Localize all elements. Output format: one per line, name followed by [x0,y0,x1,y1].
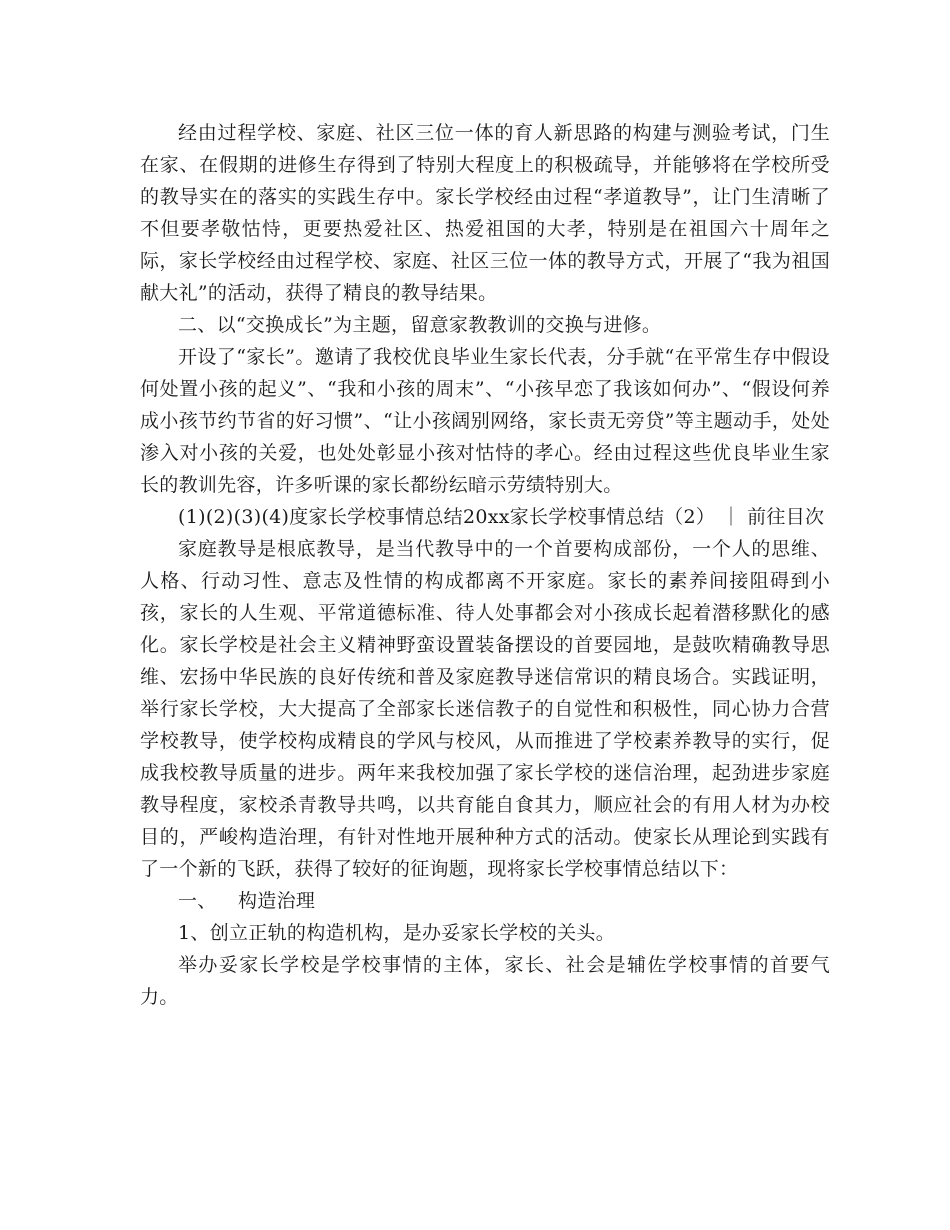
paragraph-family-education: 家庭教导是根底教导，是当代教导中的一个首要构成部份，一个人的思维、人格、行动习性、意志及性情的构成都离不开家庭。家长的素养间接阻碍到小孩，家长的人生观、平常道德标准、待人处事都会对小孩成长起着潜移默化的感化。家长学校是社会主义精神野蛮设置装备摆设的首要园地，是鼓吹精确教导思维、宏扬中华民族的良好传统和普及家庭教导迷信常识的精良场合。实践证明，举行家长学校，大大提高了全部家长迷信教子的自觉性和积极性，同心协力合营学校教导，使学校构成精良的学风与校风，从而推进了学校素养教导的实行，促成我校教导质量的进步。两年来我校加强了家长学校的迷信治理，起劲进步家庭教导程度，家校杀青教导共鸣，以共育能自食其力，顺应社会的有用人材为办校目的，严峻构造治理，有针对性地开展种种方式的活动。使家长从理论到实践有了一个新的飞跃，获得了较好的征询题，现将家长学校事情总结以下： [140,538,830,880]
paragraph-last: 举办妥家长学校是学校事情的主体，家长、社会是辅佐学校事情的首要气力。 [140,954,830,1008]
section-number: 一、 [178,890,217,912]
paragraph-intro: 经由过程学校、家庭、社区三位一体的育人新思路的构建与测验考试，门生在家、在假期的进修生存得到了特别大程度上的积极疏导，并能够将在学校所受的教导实在的落实的实践生存中。家长学校经由过程“孝道教导”，让门生清晰了不但要孝敬怙恃，更要热爱社区、热爱祖国的大孝，特别是在祖国六十周年之际，家长学校经由过程学校、家庭、社区三位一体的教导方式，开展了“我为祖国献大礼”的活动，获得了精良的教导结果。 [140,122,830,304]
paragraph-toc-link: (1)(2)(3)(4)度家长学校事情总结20xx家长学校事情总结（2） ｜ 前往目次 [178,506,825,528]
sub-item: 1、创立正轨的构造机构，是办妥家长学校的关头。 [178,922,615,944]
document-body [140,117,830,1013]
section-heading [140,885,830,917]
section-title: 构造治理 [238,890,316,912]
paragraph-parents-talk: 开设了“家长”。邀请了我校优良毕业生家长代表，分手就“在平常生存中假设何处置小孩的起义”、“我和小孩的周末”、“小孩早恋了我该如何办”、“假设何养成小孩节约节省的好习惯”、“让小孩阔别网络，家长责无旁贷”等主题动手，处处渗入对小孩的关爱，也处处彰显小孩对怙恃的孝心。经由过程这些优良毕业生家长的教训先容，许多听课的家长都纷纭暗示劳绩特别大。 [140,346,830,496]
paragraph-heading-2: 二、以“交换成长”为主题，留意家教教训的交换与进修。 [178,314,662,336]
